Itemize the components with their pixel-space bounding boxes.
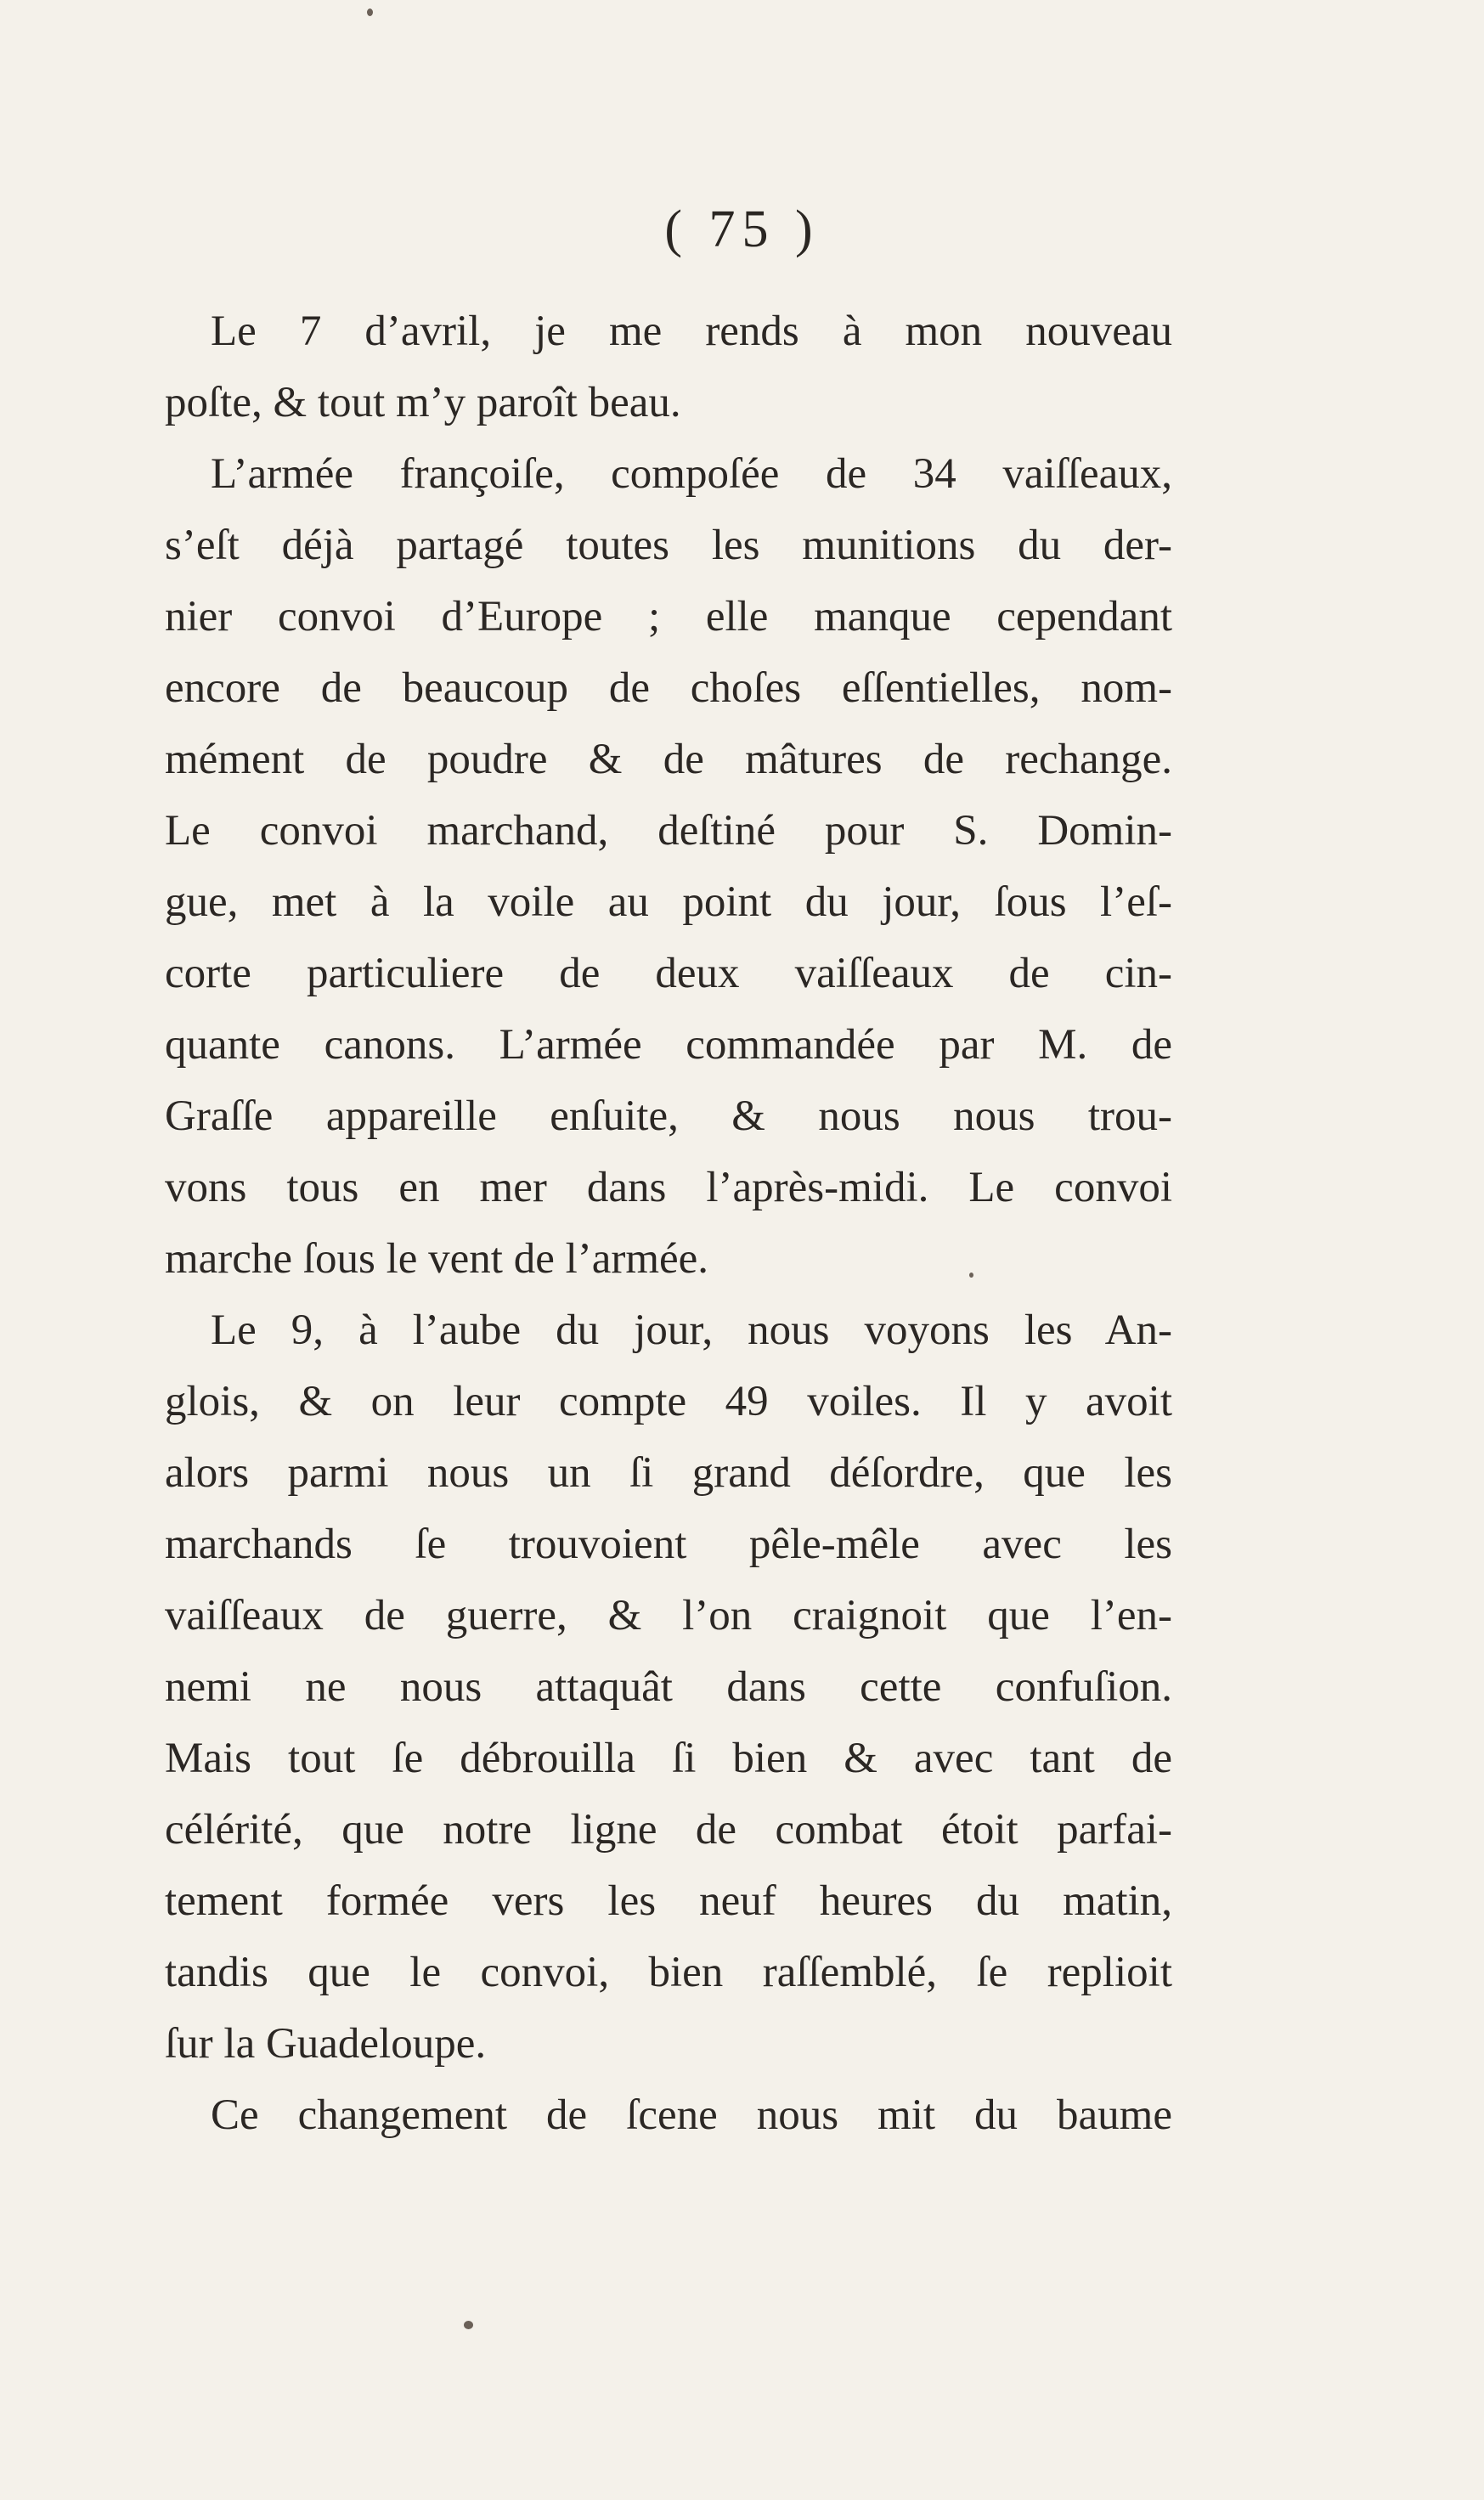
text-line: glois, & on leur compte 49 voiles. Il y avoit xyxy=(165,1378,1172,1425)
text-line: célérité, que notre ligne de combat étoit parfai- xyxy=(165,1806,1172,1854)
page-number: ( 75 ) xyxy=(664,200,820,258)
text-line: Mais tout ſe débrouilla ſi bien & avec tant de xyxy=(165,1735,1172,1782)
text-line: marche ſous le vent de l’armée. xyxy=(165,1235,709,1283)
text-line: vons tous en mer dans l’après-midi. Le convoi xyxy=(165,1164,1172,1211)
text-line: ſur la Guadeloupe. xyxy=(165,2020,487,2068)
paper-speck xyxy=(464,2321,473,2329)
text-line: Le 9, à l’aube du jour, nous voyons les An- xyxy=(211,1306,1172,1354)
text-line: encore de beaucoup de choſes eſſentielles, nom- xyxy=(165,664,1172,712)
text-line: vaiſſeaux de guerre, & l’on craignoit que l’en- xyxy=(165,1592,1172,1639)
text-line: quante canons. L’armée commandée par M. de xyxy=(165,1021,1172,1069)
text-line: Graſſe appareille enſuite, & nous nous trou- xyxy=(165,1092,1172,1140)
text-line: L’armée françoiſe, compoſée de 34 vaiſſeaux, xyxy=(211,450,1172,498)
text-line: corte particuliere de deux vaiſſeaux de cin- xyxy=(165,950,1172,997)
text-line: poſte, & tout m’y paroît beau. xyxy=(165,379,681,426)
paper-speck xyxy=(969,1273,973,1278)
text-line: mément de poudre & de mâtures de rechange. xyxy=(165,736,1172,783)
text-line: nier convoi d’Europe ; elle manque cependant xyxy=(165,593,1172,641)
text-line: Le convoi marchand, deſtiné pour S. Domin- xyxy=(165,807,1172,855)
text-line: nemi ne nous attaquât dans cette confuſion. xyxy=(165,1663,1172,1711)
text-line: alors parmi nous un ſi grand déſordre, que les xyxy=(165,1449,1172,1497)
text-line: marchands ſe trouvoient pêle-mêle avec les xyxy=(165,1521,1172,1568)
text-line: s’eſt déjà partagé toutes les munitions du der- xyxy=(165,522,1172,569)
text-line: tement formée vers les neuf heures du matin, xyxy=(165,1877,1172,1925)
text-line: Ce changement de ſcene nous mit du baume xyxy=(211,2091,1172,2139)
paper-speck xyxy=(367,8,373,16)
text-line: Le 7 d’avril, je me rends à mon nouveau xyxy=(211,308,1172,355)
text-line: gue, met à la voile au point du jour, ſous l’eſ- xyxy=(165,878,1172,926)
text-line: tandis que le convoi, bien raſſemblé, ſe replioit xyxy=(165,1949,1172,1996)
